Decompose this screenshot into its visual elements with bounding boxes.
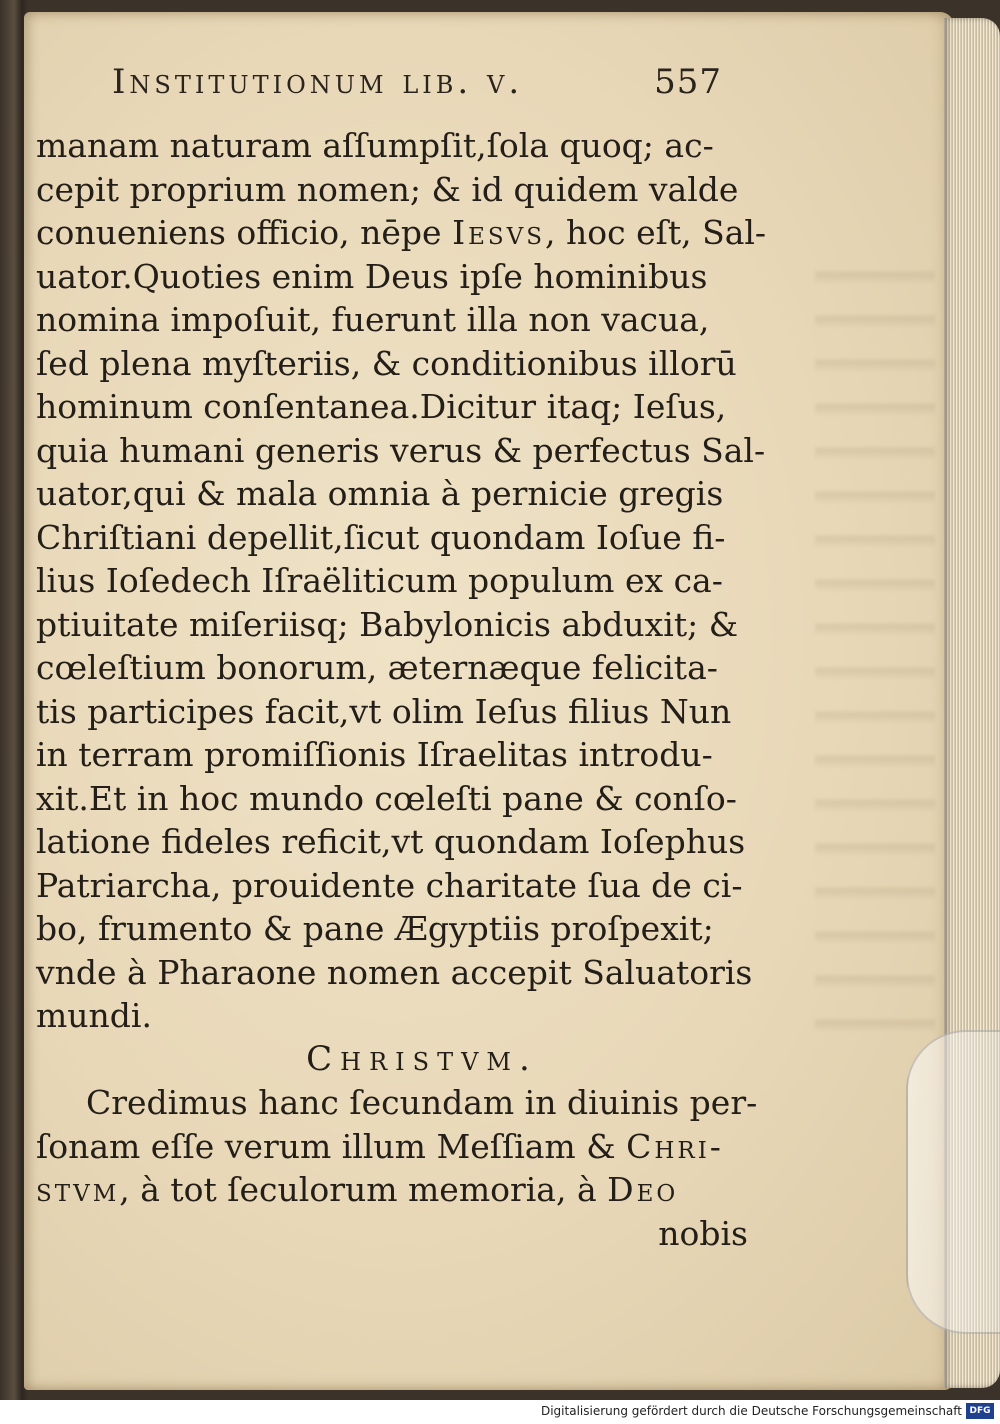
section-heading: Christvm. [306,1038,538,1079]
text-line: lius Ioſedech Iſraëliticum populum ex ca- [36,561,723,600]
funding-credit: Digitalisierung gefördert durch die Deutsche Forschungsgemeinschaft [540,1404,962,1418]
text-line: cepit proprium nomen; & id quidem valde [36,169,739,209]
text-segment: ſonam eſſe verum illum Meſſiam & [36,1126,627,1166]
small-caps-name: stvm [36,1170,120,1209]
running-header [112,62,722,110]
text-line [36,211,767,255]
dfg-logo: DFG [966,1403,994,1419]
text-line: bo, frumento & pane Ægyptiis proſpexit; [36,909,714,948]
body-text [36,124,767,1255]
text-line: hominum conſentanea.Dicitur itaq; Ieſus, [36,387,727,426]
page-number: 557 [654,62,722,102]
text-line: uator,qui & mala omnia à pernicie gregis [36,474,724,513]
text-line: Chriſtiani depellit,ſicut quondam Ioſue fi- [36,517,726,557]
text-line: Patriarcha, prouidente charitate ſua de ci- [36,865,743,905]
text-line: quia humani generis verus & perfectus Sal- [36,430,766,470]
text-line: vnde à Pharaone nomen accepit Saluatoris [36,952,753,992]
small-caps-name: Deo [607,1170,679,1209]
small-caps-name: Chri- [626,1126,724,1166]
text-line: Credimus hanc ſecundam in diuinis per- [86,1083,758,1122]
text-line: nomina impoſuit, fuerunt illa non vacua, [36,300,710,339]
text-line: xit.Et in hoc mundo cœleſti pane & conſo- [36,778,737,818]
footer-bar [0,1400,1000,1424]
text-line: tis participes facit,vt olim Ieſus filius Nun [36,691,732,731]
text-segment: , à tot ſeculorum memoria, à [119,1170,608,1209]
text-line: in terram promiſſionis Iſraelitas introdu- [36,735,713,774]
text-line: latione fideles reficit,vt quondam Ioſephus [36,822,746,861]
text-line: cœleſtium bonorum, æternæque felicita- [36,648,718,687]
text-line: ſed plena myſteriis, & conditionibus illorū [36,343,737,383]
text-segment: conueniens officio, nēpe [36,213,453,252]
show-through-shadow [815,240,935,1040]
text-line [36,1125,748,1169]
small-caps-name: Iesvs [452,213,546,252]
text-line: manam naturam aſſumpſit,ſola quoq; ac- [36,126,714,165]
catchword: nobis [658,1213,748,1253]
text-line: uator.Quoties enim Deus ipſe hominibus [36,256,708,296]
text-segment: , hoc eſt, Sal- [545,213,767,252]
text-line [36,1168,748,1212]
text-line: ptiuitate miſeriisq; Babylonicis abduxit; & [36,604,739,644]
page-clip [906,1030,1000,1334]
text-line: mundi. [36,996,152,1035]
running-title: Institutionum lib. v. [112,62,524,102]
